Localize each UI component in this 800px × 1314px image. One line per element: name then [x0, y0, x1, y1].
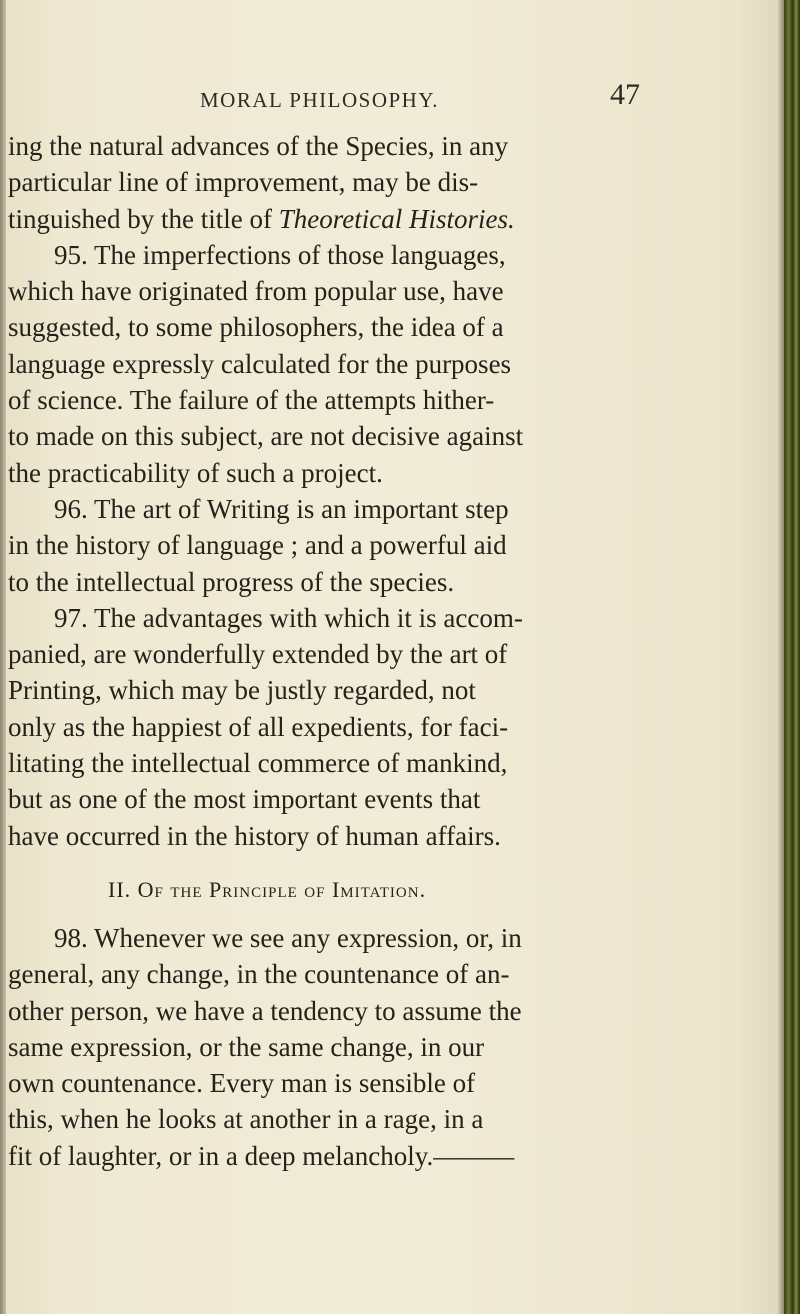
italic-title: Theoretical Histories. — [278, 203, 515, 234]
running-head: MORAL PHILOSOPHY. — [200, 88, 440, 112]
text-line: fit of laughter, or in a deep melancholy.——— — [8, 1140, 515, 1171]
text-line: panied, are wonderfully extended by the art of — [8, 639, 508, 670]
paragraph-97-start: 97. The advantages with which it is accom- — [54, 602, 523, 633]
text-line: which have originated from popular use, have — [8, 276, 504, 307]
section-title: Of the Principle of Imitation. — [137, 876, 427, 902]
paragraph-95-start: 95. The imperfections of those languages, — [54, 239, 506, 270]
text-line: of science. The failure of the attempts hither- — [8, 385, 495, 416]
text-line: but as one of the most important events that — [8, 784, 481, 815]
text-line: particular line of improvement, may be dis- — [8, 167, 479, 198]
text-line: Printing, which may be justly regarded, not — [8, 675, 476, 706]
text-line: this, when he looks at another in a rage, in a — [8, 1104, 484, 1135]
text-line: general, any change, in the countenance of an- — [8, 959, 510, 990]
book-cover-edge — [784, 0, 800, 1314]
text-line: own countenance. Every man is sensible of — [8, 1068, 476, 1099]
text-line: only as the happiest of all expedients, for faci- — [8, 711, 509, 742]
text-line: suggested, to some philosophers, the idea of a — [8, 312, 504, 343]
text-line: other person, we have a tendency to assume the — [8, 995, 522, 1026]
text-line: litating the intellectual commerce of mankind, — [8, 748, 508, 779]
text-line: to made on this subject, are not decisive against — [8, 421, 524, 452]
text-line-lead: tinguished by the title of — [8, 203, 279, 234]
text-line: same expression, or the same change, in our — [8, 1031, 485, 1062]
text-line: in the history of language ; and a powerful aid — [8, 530, 507, 561]
text-line: ing the natural advances of the Species, in any — [8, 131, 509, 161]
section-numeral: II. — [108, 876, 132, 902]
page-left-edge — [0, 0, 6, 1314]
text-line: to the intellectual progress of the species. — [8, 566, 455, 597]
text-line: language expressly calculated for the purposes — [8, 348, 512, 379]
text-line: have occurred in the history of human affairs. — [8, 820, 501, 851]
section-heading — [8, 860, 768, 920]
text-line: the practicability of such a project. — [8, 457, 383, 488]
paragraph-96-start: 96. The art of Writing is an important step — [54, 493, 509, 524]
paragraph-98-start: 98. Whenever we see any expression, or, in — [54, 922, 522, 953]
text-line — [8, 201, 768, 237]
page-number: 47 — [610, 78, 640, 111]
text-block — [8, 128, 768, 1174]
